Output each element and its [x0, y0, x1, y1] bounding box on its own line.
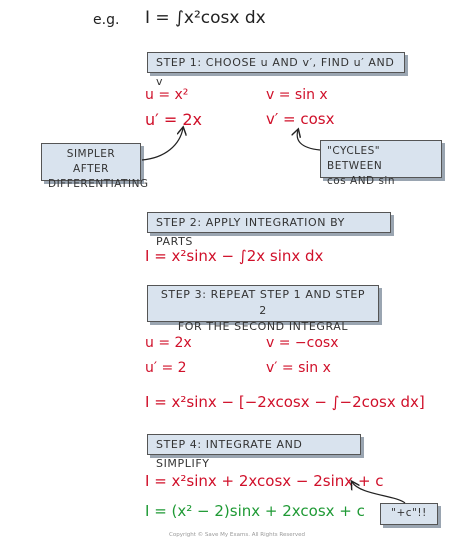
note-c-box: [380, 503, 438, 525]
note-cycles-box: [320, 140, 442, 187]
step4-result-red: I = x²sinx + 2xcosx − 2sinx + c: [145, 472, 384, 490]
step2-label: STEP 2: APPLY INTEGRATION BY PARTS: [156, 216, 346, 248]
note-cycles-line1: "CYCLES" BETWEEN: [327, 145, 383, 172]
note-simpler-line2: DIFFERENTIATING: [48, 178, 149, 190]
step3-box: [147, 285, 379, 333]
note-c-text: "+c"!!: [391, 507, 427, 519]
step1-label: STEP 1: CHOOSE u AND v′, FIND u′ AND v: [156, 56, 395, 88]
step3-u: u = 2x: [145, 335, 192, 351]
step1-u-prime: u′ = 2x: [145, 110, 202, 129]
step3-result: I = x²sinx − [−2xcosx − ∫−2cosx dx]: [145, 393, 425, 411]
step2-result: I = x²sinx − ∫2x sinx dx: [145, 247, 324, 265]
copyright-footer: Copyright © Save My Exams. All Rights Reserved: [169, 532, 305, 538]
step3-u-prime: u′ = 2: [145, 360, 187, 376]
step3-label-line1: STEP 3: REPEAT STEP 1 AND STEP 2: [160, 288, 366, 317]
step4-box: [147, 434, 361, 470]
step4-label: STEP 4: INTEGRATE AND SIMPLIFY: [156, 438, 303, 470]
step1-box: [147, 52, 405, 88]
main-integral: I = ∫x²cosx dx: [145, 8, 266, 28]
step4-result-green: I = (x² − 2)sinx + 2xcosx + c: [145, 502, 365, 520]
step3-v-prime: v′ = sin x: [266, 360, 331, 376]
step1-v: v = sin x: [266, 87, 328, 103]
arrow-simpler: [142, 128, 183, 160]
note-simpler-line1: SIMPLER AFTER: [66, 148, 116, 175]
step1-v-prime: v′ = cosx: [266, 110, 335, 128]
arrow-cycles: [297, 130, 320, 150]
step1-u: u = x²: [145, 87, 189, 103]
example-label: e.g.: [93, 12, 120, 28]
step2-box: [147, 212, 391, 248]
step3-label-line2: FOR THE SECOND INTEGRAL: [177, 320, 349, 333]
note-cycles-line2: cos AND sin: [327, 175, 396, 187]
step3-v: v = −cosx: [266, 335, 339, 351]
note-simpler-box: [41, 143, 149, 190]
